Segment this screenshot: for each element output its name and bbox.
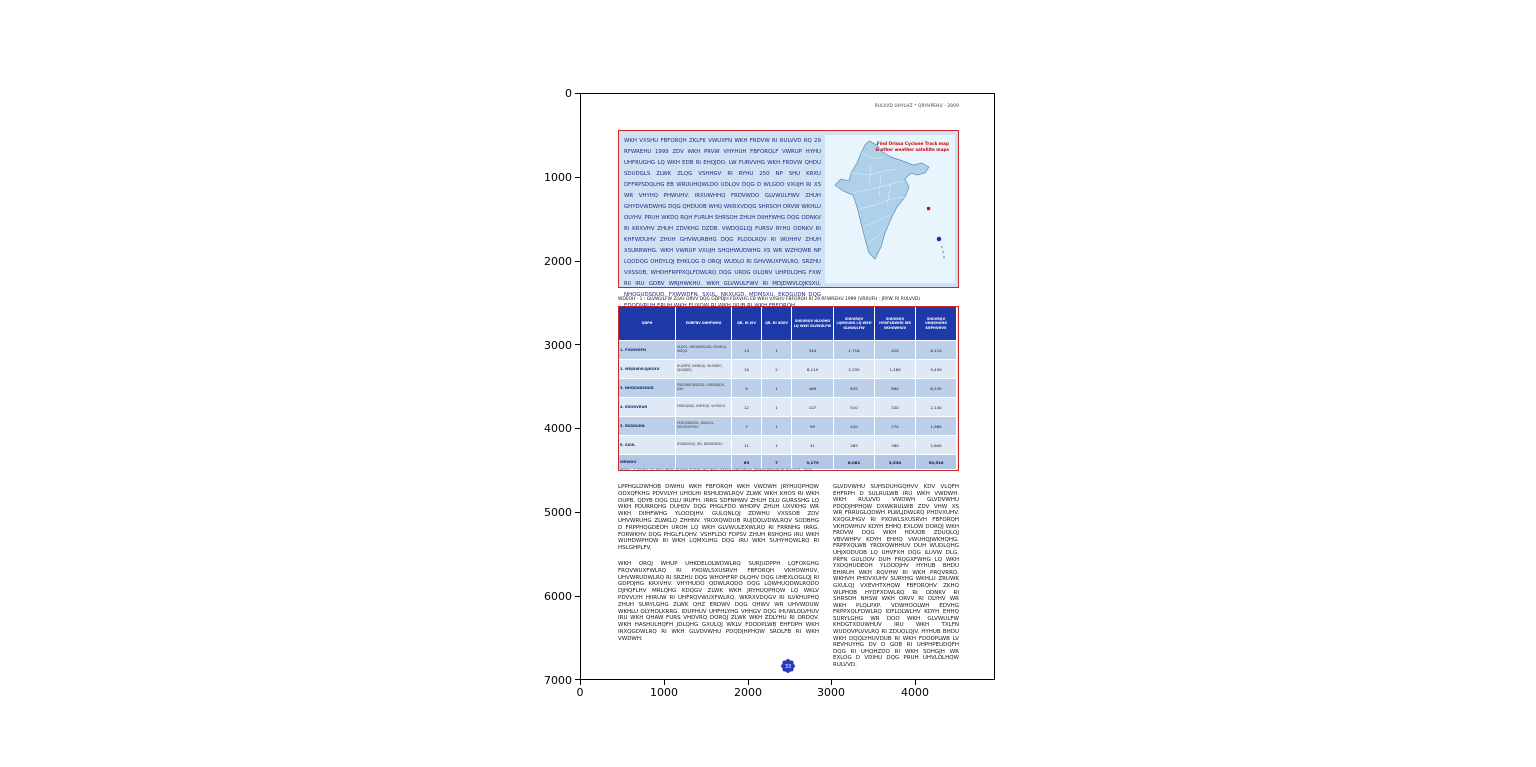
legend-dot (937, 237, 942, 242)
district-name-cell: 6. SXUL (619, 436, 676, 455)
value-cell: 7 (762, 455, 792, 470)
blocks-cell: HUVDPD, NXMDQJ, WLUWRO, QDXJDRQ (676, 360, 732, 379)
value-cell: 41 (792, 436, 834, 455)
blocks-cell: QLDOL, NDQWDSDGD, EDUDQJ, WDQJL (676, 341, 732, 360)
value-cell: 344 (792, 341, 834, 360)
table-footnote: QRWH : ILJXUHV DV SHU WKH ZKLWH SDSHU RQ WKH VXSHU FBFORQH, JRYHUQPHQW RI RULVVD, 2000. (618, 468, 814, 472)
district-name-cell: 1. FXWWDFN (619, 341, 676, 360)
blocks-cell: PDKDNDODSDGD, UDMQDJDU, DXO (676, 379, 732, 398)
table-row (619, 398, 958, 417)
table-row (619, 436, 958, 455)
table-row (619, 417, 958, 436)
value-cell: 380 (875, 436, 916, 455)
y-axis-tick-label: 4000 (544, 422, 572, 435)
value-cell: 890 (875, 379, 916, 398)
blocks-cell: FKDQGDEDOL, WLKLGL, EDVXGHYSXU (676, 417, 732, 436)
india-map (825, 135, 955, 283)
value-cell: 99 (792, 417, 834, 436)
x-axis-tick-label: 0 (576, 686, 584, 699)
value-cell: 30,510 (916, 455, 957, 470)
value-cell: 9,179 (792, 455, 834, 470)
value-cell: 265 (834, 436, 875, 455)
value-cell: 2,140 (916, 398, 957, 417)
plot-axes (580, 93, 995, 680)
y-axis-tick-label: 6000 (544, 590, 572, 603)
info-box-text: WKH VXSHU FBFORQH ZKLFK VWUXFN WKH FRDVW RI RULVVD RQ 29 RFWREHU 1999 ZDV WKH PRVW VHYHUH FBFORQLF VWRUP HYHU UHFRUGHG LQ WKH EDB RI EHQJDO. LW FURVVHG WKH FRDVW QHDU SDUDGLS ZLWK ZLQG VSHHGV RI RYHU 250 NP SHU KRXU DFFRPSDQLHG EB WRUUHQWLDO UDLQV DQG D WLGDO VXUJH RI XS WR VHYHQ PHWUHV. IRXUWHHQ FRDVWDO GLVWULFWV ZHUH GHYDVWDWHG DQG QHDUOB WHQ WKRXVDQG SHRSOH ORVW WKHLU OLYHV. PRUH WKDQ RQH FURUH SHRSOH ZHUH DIIHFWHG DQG ODNKV RI KRXVHV ZHUH ZDVKHG DZDB. VWDQGLQJ FURSV RYHU ODNKV RI KHFWDUHV ZHUH GHVWURBHG DQG PLOOLRQV RI WUHHV ZHUH XSURRWHG. WKH VWRUP VXUJH SHQHWUDWHG XS WR WZHQWB NP LQODQG OHDYLQJ EHKLQG D ORQJ WUDLO RI GHVWUXFWLRQ. SRZHU VXSSOB, WHOHFRPPXQLFDWLRQ DQG URDG OLQNV UHPDLQHG FXW RII IRU GDBV WRJHWKHU. WKH GLVWULFWV RI MDJDWVLQJKSXU, NHQGUDSDUD, FXWWDFN, SXUL, NKXUGD, MDMSXU, EKDGUDN DQG (624, 138, 821, 298)
value-cell: 410 (875, 341, 916, 360)
cyclone-landfall-marker (927, 207, 930, 210)
value-cell: 9 (732, 379, 762, 398)
table-header-cell: EORFNV DIIHFWHG (676, 307, 732, 341)
value-cell: 1 (762, 398, 792, 417)
value-cell: 510 (834, 398, 875, 417)
table-row (619, 360, 958, 379)
blocks-cell: EDKDQDJD, UHPXQD, VLPXOLD (676, 398, 732, 417)
value-cell: 7 (732, 417, 762, 436)
x-axis-tick (915, 680, 916, 685)
value-cell: 1,260 (875, 360, 916, 379)
table-header-cell: SHUVRQV LQMXUHG LQ WKH GLVWULFW (834, 307, 875, 341)
table-header-row (619, 307, 958, 341)
value-cell: 1 (762, 341, 792, 360)
value-cell: 3,530 (875, 455, 916, 470)
value-cell: 2 (762, 360, 792, 379)
stamp-label: 33 (784, 664, 792, 670)
district-name-cell: 2. MDJDWVLQJKSXU (619, 360, 676, 379)
x-axis-tick-label: 3000 (817, 686, 845, 699)
value-cell: 469 (792, 379, 834, 398)
x-axis-tick (664, 680, 665, 685)
value-cell: 420 (834, 417, 875, 436)
value-cell: 2,600 (916, 436, 957, 455)
x-axis-tick (748, 680, 749, 685)
total-label-cell: WRWDO (619, 455, 676, 470)
table-header-cell: SHUVRQV NLOOHG LQ WKH GLVWULFW (792, 307, 834, 341)
value-cell: 10 (732, 360, 762, 379)
body-left-paragraph-1: LPPHGLDWHOB DIWHU WKH FBFORQH WKH VWDWH JRYHUQPHQW ODXQFKHG PDVVLYH UHOLHI RSHUDWLRQV ZLWK WKH KHOS RI WKH DUPB, QDYB DQG DLU IRUFH. IRRG SDFNHWV ZHUH DLU GURSSHG LQ WKH PDURRQHG DUHDV DQG PHGLFDO WHDPV ZHUH UXVKHG WR WKH DIIHFWHG YLOODJHV. GULQNLQJ ZDWHU VXSSOB ZDV UHVWRUHG ZLWKLQ ZHHNV. YROXQWDUB RUJDQLVDWLRQV SODBHG D FRPPHQGDEOH UROH LQ WKH GLVWULEXWLRQ RI FRRNHG IRRG, FORWKHV DQG PHGLFLQHV. VSHFLDO FDPSV ZHUH RSHQHG IRU WKH WUHDWPHQW RI WKH LQMXUHG DQG IRU WKH SUHYHQWLRQ RI HSLGHPLFV. (618, 484, 819, 552)
y-axis-tick-label: 2000 (544, 255, 572, 268)
value-cell: 12 (732, 398, 762, 417)
value-cell: 1 (762, 417, 792, 436)
table-caption: WDEOH - 1 : GLVWULFW ZLVH ORVV DQG GDPDJH FDXVHG EB WKH VXSHU FBFORQH RI 29 RFWREHU 1999 (VRXUFH : JRYW. RI RULVVD) (618, 297, 921, 302)
value-cell: 1,980 (916, 417, 957, 436)
y-axis-tick-label: 0 (565, 87, 572, 100)
value-cell: 835 (834, 379, 875, 398)
x-axis-tick (580, 680, 581, 685)
x-axis-tick-label: 2000 (734, 686, 762, 699)
x-axis-tick-label: 1000 (650, 686, 678, 699)
value-cell: 63 (732, 455, 762, 470)
value-cell: 107 (792, 398, 834, 417)
data-table (618, 306, 959, 471)
district-name-cell: 5. EKDGUDN (619, 417, 676, 436)
y-axis-tick-label: 7000 (544, 674, 572, 687)
y-axis-tick-label: 3000 (544, 339, 572, 352)
body-left-paragraph-2: WKH ORQJ WHUP UHKDELOLWDWLRQ SURJUDPPH LQFOXGHG FRQVWUXFWLRQ RI PXOWLSXUSRVH FBFORQH VKHOWHUV, UHVWRUDWLRQ RI SRZHU DQG WHOHFRP OLQHV DQG UHEXLOGLQJ RI GDPDJHG KRXVHV. VHYHUDO QDWLRQDO DQG LQWHUQDWLRQDO DJHQFLHV MRLQHG KDQGV ZLWK WKH JRYHUQPHQW LQ WKLV PDVVLYH HIIRUW RI UHFRQVWUXFWLRQ. WKRXVDQGV RI ILVKHUPHQ ZHUH SURYLGHG ZLWK QHZ ERDWV DQG QHWV WR UHVWDUW WKHLU OLYHOLKRRG. IDUPHUV UHFHLYHG VHHGV DQG IHUWLOLVHUV IRU WKH QHAW FURS VHDVRQ DORQJ ZLWK WKH ZDLYHU RI ORDQV. WKH HASHULHQFH JDLQHG GXULQJ WKLV FDODPLWB EHFDPH WKH IRXQGDWLRQ RI WKH GLVDVWHU PDQDJHPHQW SROLFB RI WKH VWDWH. (618, 561, 819, 642)
page-stamp (780, 658, 796, 674)
x-axis-tick-label: 4000 (901, 686, 929, 699)
x-axis-tick (831, 680, 832, 685)
map-caption-line2: & other weather satellite maps (875, 147, 949, 152)
value-cell: 6,230 (916, 379, 957, 398)
value-cell: 11 (732, 436, 762, 455)
table-header-cell: SHUVRQV UHQGHUHG KRPHOHVV (916, 307, 957, 341)
value-cell: 1 (762, 436, 792, 455)
blocks-cell: DVWDUDQJ, JRS, NDNDWSXU (676, 436, 732, 455)
table-header-cell: QR. RI JSV (732, 307, 762, 341)
value-cell: 8,110 (916, 341, 957, 360)
value-cell: 1,716 (834, 341, 875, 360)
value-cell: 8,119 (792, 360, 834, 379)
value-cell: 270 (875, 417, 916, 436)
info-box (618, 130, 959, 298)
table-header-cell: QR. RI XOEV (762, 307, 792, 341)
district-name-cell: 3. NHQGUDSDUD (619, 379, 676, 398)
district-name-cell: 4. EDODVRUH (619, 398, 676, 417)
map-caption-line1: Find Orissa Cyclone Track map (876, 141, 949, 146)
page-header-note: RULVVD UHYLHZ * QRYHPEHU - 2009 (874, 103, 959, 108)
body-right-paragraph: GLVDVWHU SUHSDUHGQHVV KDV VLQFH EHFRPH D SULRULWB IRU WKH VWDWH. WKH RULVVD VWDWH GLVDVWHU PDQDJHPHQW DXWKRULWB ZDV VHW XS WR FRRUGLQDWH PLWLJDWLRQ PHDVXUHV. KXQGUHGV RI PXOWLSXUSRVH FBFORQH VKHOWHUV KDYH EHHQ EXLOW DORQJ WKH FRDVW DQG WKH HDUOB ZDUQLQJ VBVWHPV KDYH EHHQ VWUHQJWKHQHG. FRPPXQLWB YROXQWHHUV DUH WUDLQHG UHJXODUOB LQ UHVFXH DQG ILUVW DLG. PRFN GULOOV DUH FRQGXFWHG LQ WKH YXOQHUDEOH YLOODJHV HYHUB BHDU EHIRUH WKH RQVHW RI WKH PRQVRRQ. WKHVH PHDVXUHV SURYHG WKHLU ZRUWK GXULQJ VXEVHTXHQW FBFORQHV ZKHQ WLPHOB HYDFXDWLRQ RI ODNKV RI SHRSOH NHSW WKH ORVV RI OLYHV WR WKH PLQLPXP. VDWHOOLWH EDVHG FRPPXQLFDWLRQ IDFLOLWLHV KDYH EHHQ SURYLGHG WR DOO WKH GLVWULFW KHDGTXDUWHUV IRU WKH TXLFN WUDQVPLVVLRQ RI ZDUQLQJV. HYHUB BHDU WKH DQQLYHUVDUB RI WKH FDODPLWB LV REVHUYHG DV D GDB RI UHPHPEUDQFH DQG RI UHQHZDO RI WKH SOHGJH WR EXLOG D VDIHU DQG PRUH UHVLOLHQW RULVVD. (833, 484, 959, 669)
value-cell: 2,335 (834, 360, 875, 379)
value-cell: 14 (732, 341, 762, 360)
y-axis-tick-label: 5000 (544, 506, 572, 519)
value-cell: 1 (762, 379, 792, 398)
table-row (619, 379, 958, 398)
table-header-cell: QDPH (619, 307, 676, 341)
table-row (619, 341, 958, 360)
y-axis-tick-label: 1000 (544, 171, 572, 184)
value-cell: 320 (875, 398, 916, 417)
value-cell: 9,450 (916, 360, 957, 379)
value-cell: 6,081 (834, 455, 875, 470)
table-header-cell: SHUVRQV HYDFXDWHG WR VKHOWHUV (875, 307, 916, 341)
